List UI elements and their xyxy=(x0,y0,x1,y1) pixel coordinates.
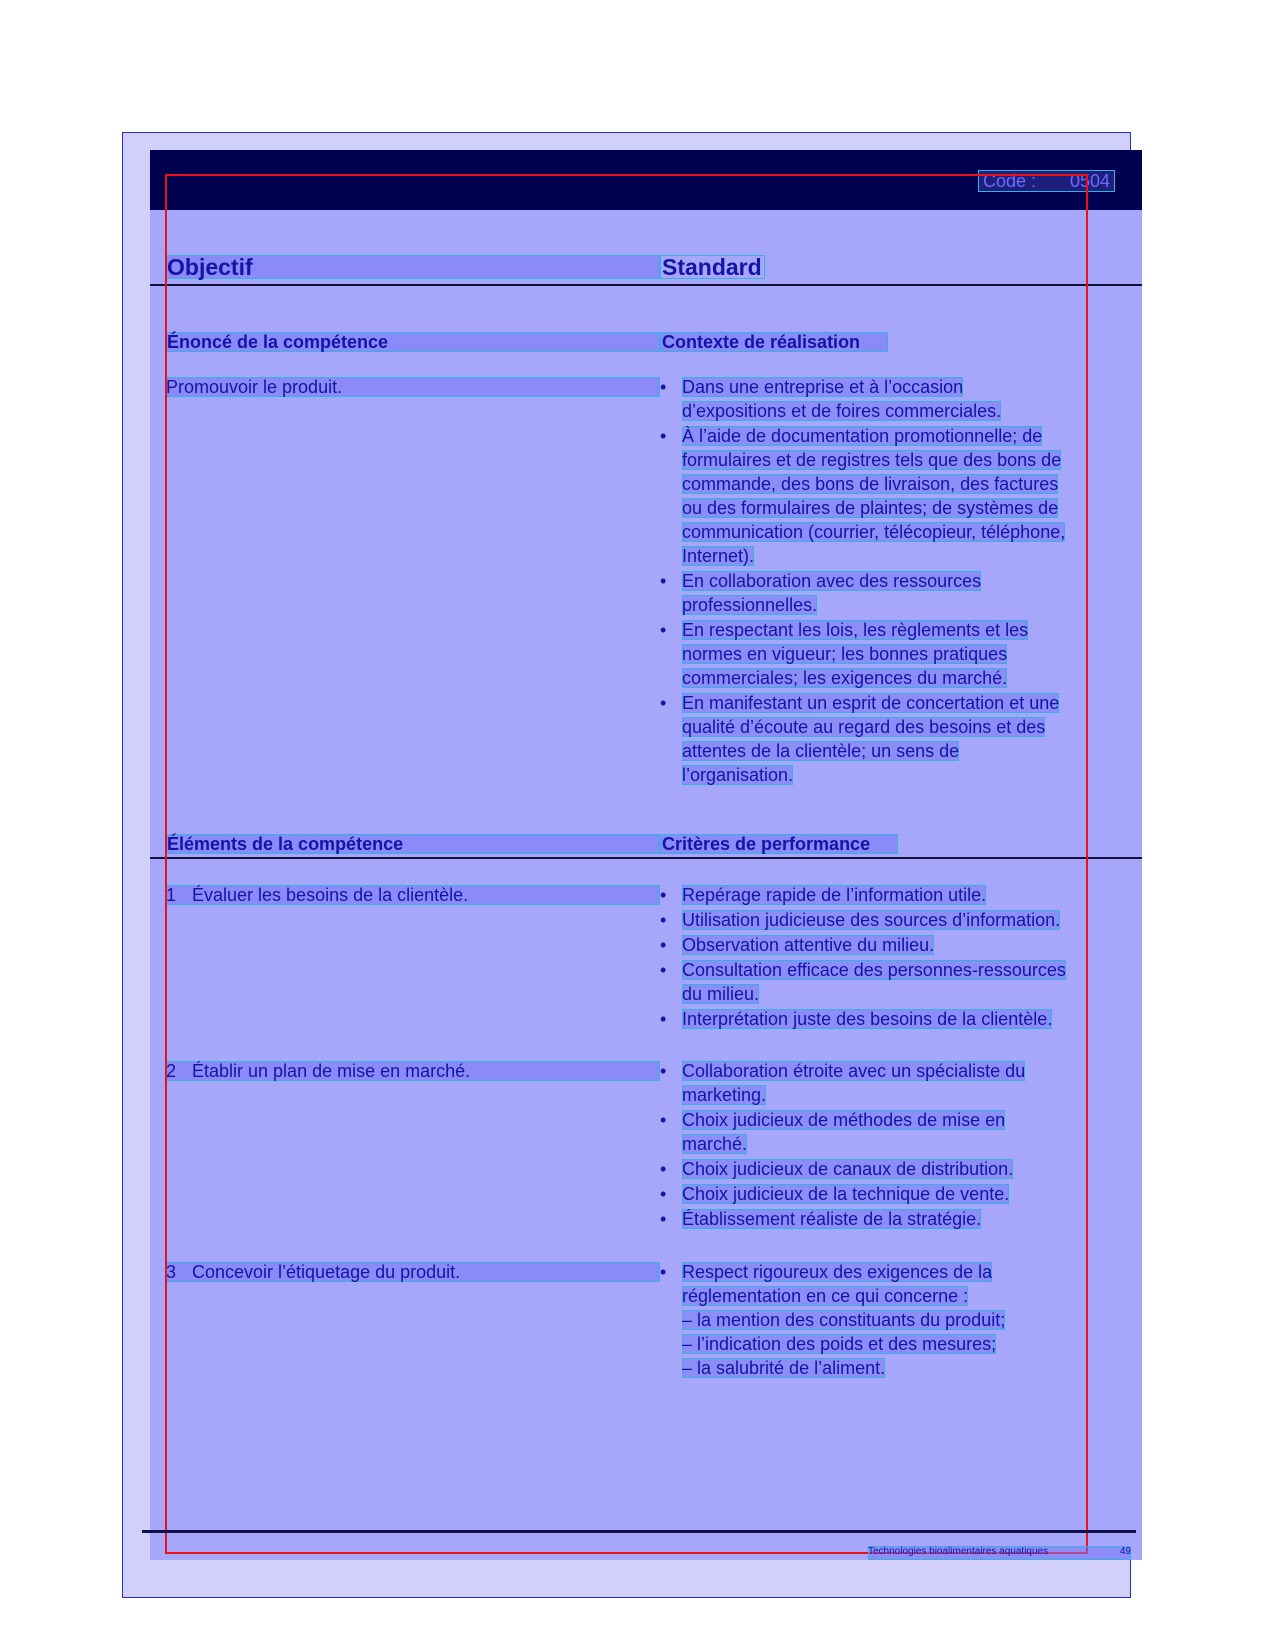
element-label: Établir un plan de mise en marché. xyxy=(192,1061,471,1081)
list-item xyxy=(660,375,1130,423)
list-item xyxy=(660,958,1130,1006)
list-item-text: En respectant les lois, les règlements et les xyxy=(682,620,1029,640)
list-item-text: Observation attentive du milieu. xyxy=(682,935,935,955)
list-item-text: commande, des bons de livraison, des factures xyxy=(682,474,1059,494)
bullet-icon: • xyxy=(660,620,667,640)
bullet-icon: • xyxy=(660,910,667,930)
list-item-text: d’expositions et de foires commerciales. xyxy=(682,401,1002,421)
list-item-text: Interprétation juste des besoins de la clientèle. xyxy=(682,1009,1053,1029)
list-item xyxy=(660,569,1130,617)
column-title-objectif: Objectif xyxy=(165,255,660,279)
code-box xyxy=(978,170,1115,192)
element-label: Évaluer les besoins de la clientèle. xyxy=(192,885,469,905)
element-number: 2 xyxy=(166,1061,177,1081)
list-item-text: du milieu. xyxy=(682,984,760,1004)
context-list xyxy=(660,375,1130,788)
list-item-text: Choix judicieux de canaux de distribution. xyxy=(682,1159,1014,1179)
list-item-text: Collaboration étroite avec un spécialiste du xyxy=(682,1061,1026,1081)
heading-contexte: Contexte de réalisation xyxy=(660,332,888,352)
bullet-icon: • xyxy=(660,1009,667,1029)
list-item-text: formulaires et de registres tels que des bons de xyxy=(682,450,1062,470)
criteria-list-3 xyxy=(660,1260,1130,1381)
list-item xyxy=(660,933,1130,957)
list-item-text: En manifestant un esprit de concertation et une xyxy=(682,693,1060,713)
heading-enonce: Énoncé de la compétence xyxy=(165,332,660,352)
list-item xyxy=(660,883,1130,907)
list-item-text: ou des formulaires de plaintes; de systèmes de xyxy=(682,498,1059,518)
list-item-text: qualité d’écoute au regard des besoins et des xyxy=(682,717,1046,737)
element-label: Concevoir l’étiquetage du produit. xyxy=(192,1262,461,1282)
list-item xyxy=(660,1157,1130,1181)
list-item-text: marketing. xyxy=(682,1085,767,1105)
list-item xyxy=(660,1108,1130,1156)
list-item-text: Respect rigoureux des exigences de la xyxy=(682,1262,993,1282)
list-item-text: Utilisation judicieuse des sources d’information. xyxy=(682,910,1061,930)
heading-criteres: Critères de performance xyxy=(660,834,898,854)
bullet-icon: • xyxy=(660,960,667,980)
list-item-text: attentes de la clientèle; un sens de xyxy=(682,741,960,761)
list-item-text: Internet). xyxy=(682,546,755,566)
list-item-text: Repérage rapide de l’information utile. xyxy=(682,885,987,905)
list-item-text: Choix judicieux de la technique de vente. xyxy=(682,1184,1010,1204)
sub-list-item: – la salubrité de l’aliment. xyxy=(682,1358,886,1378)
criteria-list-2 xyxy=(660,1059,1130,1232)
list-item xyxy=(660,1182,1130,1206)
list-item-text: l’organisation. xyxy=(682,765,794,785)
list-item-text: marché. xyxy=(682,1134,748,1154)
competence-statement-text: Promouvoir le produit. xyxy=(166,377,343,397)
list-item-text: Dans une entreprise et à l’occasion xyxy=(682,377,964,397)
list-item xyxy=(660,1207,1130,1231)
sub-list xyxy=(660,1308,1130,1380)
list-item-text: En collaboration avec des ressources xyxy=(682,571,982,591)
element-3 xyxy=(165,1262,660,1282)
bullet-icon: • xyxy=(660,693,667,713)
element-number: 3 xyxy=(166,1262,177,1282)
section-rule xyxy=(150,857,1142,859)
list-item-text: Choix judicieux de méthodes de mise en xyxy=(682,1110,1006,1130)
footer xyxy=(868,1546,1131,1560)
competence-statement xyxy=(165,377,660,397)
list-item xyxy=(660,691,1130,787)
bullet-icon: • xyxy=(660,377,667,397)
element-number: 1 xyxy=(166,885,177,905)
bullet-icon: • xyxy=(660,1184,667,1204)
list-item-text: Établissement réaliste de la stratégie. xyxy=(682,1209,982,1229)
criteria-list-1 xyxy=(660,883,1130,1032)
list-item-text: réglementation en ce qui concerne : xyxy=(682,1286,969,1306)
list-item-text: Consultation efficace des personnes-ressources xyxy=(682,960,1066,980)
list-item xyxy=(660,1007,1130,1031)
list-item-text: À l’aide de documentation promotionnelle; de xyxy=(682,426,1043,446)
bullet-icon: • xyxy=(660,1061,667,1081)
footer-page-number: 49 xyxy=(1119,1546,1131,1557)
bullet-icon: • xyxy=(660,1262,667,1282)
list-item xyxy=(660,1260,1130,1308)
bullet-icon: • xyxy=(660,571,667,591)
footer-program: Technologies bioalimentaires aquatiques xyxy=(868,1546,1049,1557)
bullet-icon: • xyxy=(660,1209,667,1229)
element-2 xyxy=(165,1061,660,1081)
bullet-icon: • xyxy=(660,1159,667,1179)
sub-list-item: – la mention des constituants du produit; xyxy=(682,1310,1006,1330)
code-label: Code : xyxy=(983,170,1037,191)
sub-list-item: – l’indication des poids et des mesures; xyxy=(682,1334,997,1354)
list-item-text: commerciales; les exigences du marché. xyxy=(682,668,1008,688)
bullet-icon: • xyxy=(660,1110,667,1130)
list-item-text: normes en vigueur; les bonnes pratiques xyxy=(682,644,1008,664)
element-1 xyxy=(165,885,660,905)
list-item xyxy=(660,1059,1130,1107)
code-value: 0504 xyxy=(1069,170,1110,191)
list-item xyxy=(660,424,1130,568)
bullet-icon: • xyxy=(660,885,667,905)
bullet-icon: • xyxy=(660,426,667,446)
footer-rule xyxy=(142,1530,1136,1533)
list-item-text: communication (courrier, télécopieur, téléphone, xyxy=(682,522,1066,542)
list-item xyxy=(660,618,1130,690)
title-rule xyxy=(150,284,1142,286)
heading-elements: Éléments de la compétence xyxy=(165,834,660,854)
list-item xyxy=(660,908,1130,932)
column-title-standard: Standard xyxy=(660,255,765,279)
list-item-text: professionnelles. xyxy=(682,595,818,615)
bullet-icon: • xyxy=(660,935,667,955)
